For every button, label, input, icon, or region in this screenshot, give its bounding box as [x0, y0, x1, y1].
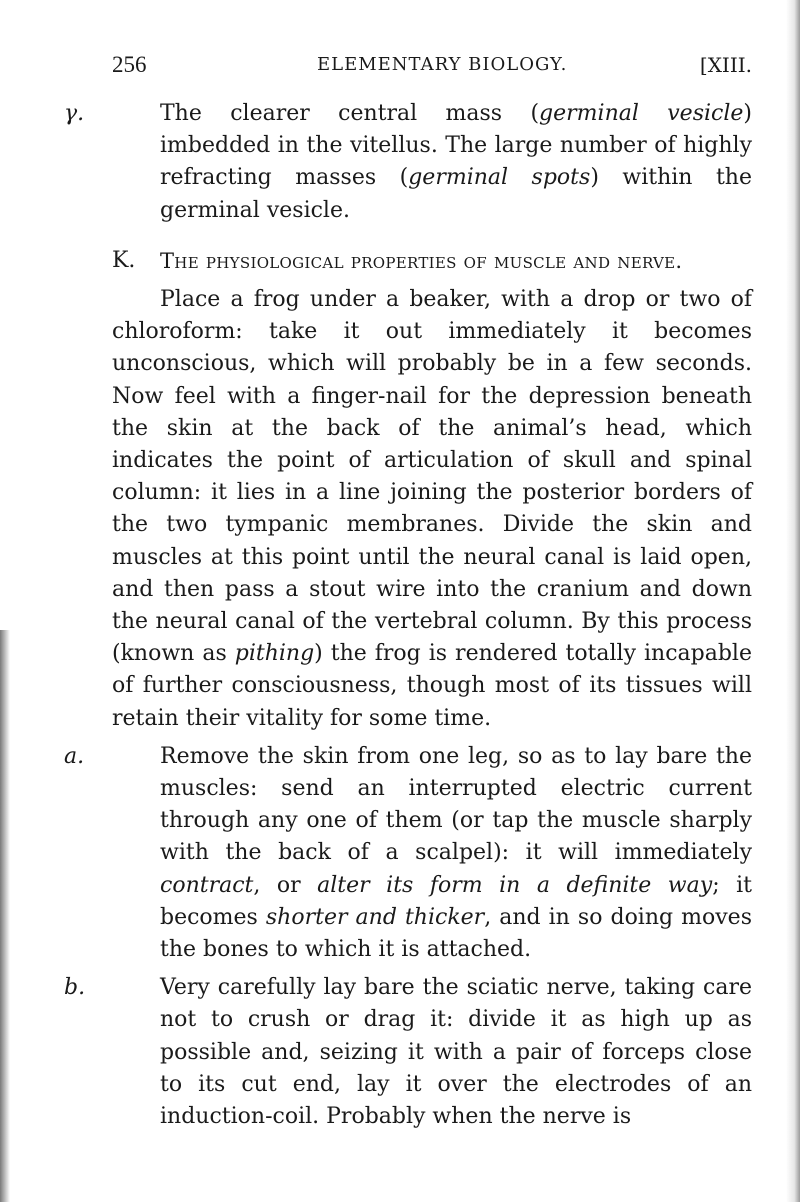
item-gamma [64, 98, 752, 227]
item-text: The clearer central mass ( [160, 101, 540, 126]
item-text: ) imbedded in the vitellus. The large number of highly refracting masses ( [160, 101, 752, 191]
item-label: γ. [64, 101, 85, 126]
section-heading [112, 245, 752, 278]
section-marker: [XIII. [699, 53, 752, 77]
term-germinal-vesicle: germinal vesicle [539, 101, 744, 126]
item-text: Very carefully lay bare the sciatic nerve, taking care not to crush or drag it: divide it as high up as possible and, seizing it with a pair of forceps close to its cut end, lay it over the electrodes of an induction-coil. Probably when the nerve is [160, 975, 752, 1130]
main-paragraph [112, 284, 752, 735]
page-header [112, 52, 752, 86]
section-title: The physiological properties of muscle and nerve. [160, 248, 683, 273]
term-shorter-thicker: shorter and thicker [265, 904, 485, 930]
page-number: 256 [112, 52, 147, 77]
section-label: K. [112, 247, 136, 273]
item-text: , or [253, 872, 318, 898]
term-contract: contract [160, 872, 254, 898]
paragraph-text: Place a frog under a beaker, with a drop or two of chloroform: take it out immediately it becomes unconscious, which will probably be in a few seconds. Now feel with a finger-nail for the depression beneath the skin at the back of the animal’s head, which indicates the point of articulation of skull and spinal column: it lies in a line joining the posterior borders of the two tympanic membranes. Divide the skin and muscles at this point until the neural canal is laid open, and then pass a stout wire into the cranium and down the neural canal of the vertebral column. By this process (known as [112, 287, 752, 667]
item-b [64, 972, 752, 1133]
item-label: b. [64, 975, 86, 1001]
term-alter-form: alter its form in a definite way [317, 872, 713, 898]
term-pithing: pithing [234, 641, 315, 667]
item-text: Remove the skin from one leg, so as to lay bare the muscles: send an interrupted electric current through any one of them (or tap the muscle sharply with the back of a scalpel): it will immediately [160, 743, 752, 866]
running-title: ELEMENTARY BIOLOGY. [317, 54, 568, 75]
item-a [64, 741, 752, 966]
item-text: , and in so doing moves the bones to which it is attached. [160, 904, 752, 963]
item-text: ; it becomes [160, 872, 752, 930]
paragraph-text: ) the frog is rendered totally incapable of further consciousness, though most of its tissues will retain their vitality for some time. [112, 641, 752, 731]
page-body [64, 98, 752, 1133]
term-germinal-spots: germinal spots [408, 165, 591, 191]
item-label: a. [64, 743, 85, 769]
binding-shadow [0, 630, 10, 1202]
item-text: ) within the germinal vesicle. [160, 165, 752, 223]
page-edge-shadow [786, 0, 800, 1202]
